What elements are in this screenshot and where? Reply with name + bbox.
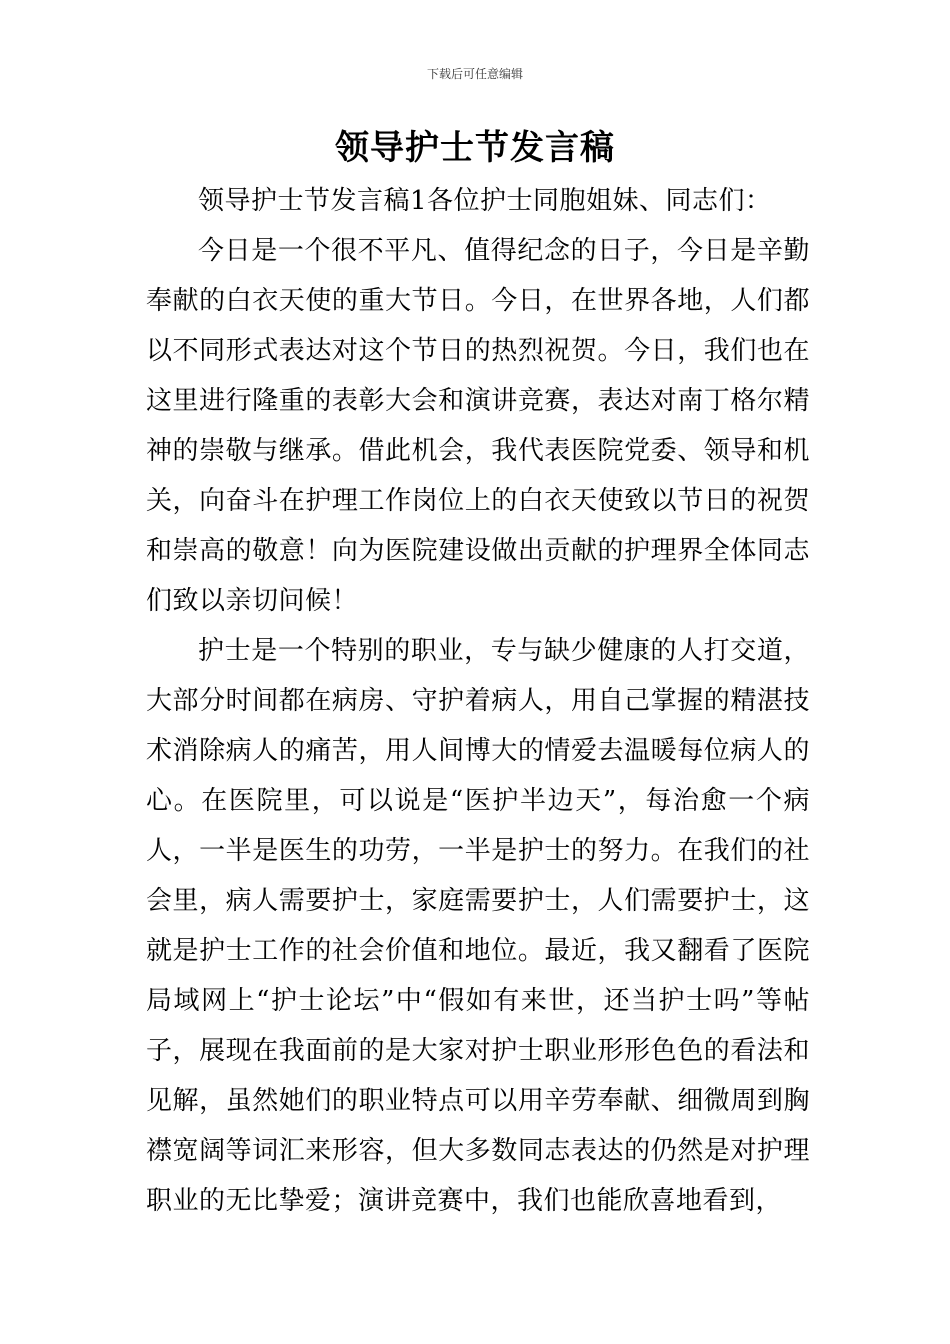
header-note: 下载后可任意编辑: [426, 67, 523, 81]
paragraph-1: 今日是一个很不平凡、值得纪念的日子，今日是辛勤奉献的白衣天使的重大节日。今日，在世界各地，人们都以不同形式表达对这个节日的热烈祝贺。今日，我们也在这里进行隆重的表彰大会和演讲竞赛，表达对南丁格尔精神的崇敬与继承。借此机会，我代表医院党委、领导和机关，向奋斗在护理工作岗位上的白衣天使致以节日的祝贺和崇高的敬意！向为医院建设做出贡献的护理界全体同志们致以亲切问候！: [146, 236, 810, 616]
paragraph-2: 护士是一个特别的职业，专与缺少健康的人打交道，大部分时间都在病房、守护着病人，用自己掌握的精湛技术消除病人的痛苦，用人间博大的情爱去温暖每位病人的心。在医院里，可以说是“医护半边天”，每治愈一个病人，一半是医生的功劳，一半是护士的努力。在我们的社会里，病人需要护士，家庭需要护士，人们需要护士，这就是护士工作的社会价值和地位。最近，我又翻看了医院局域网上“护士论坛”中“假如有来世，还当护士吗”等帖子，展现在我面前的是大家对护士职业形形色色的看法和见解，虽然她们的职业特点可以用辛劳奉献、细微周到胸襟宽阔等词汇来形容，但大多数同志表达的仍然是对护理职业的无比挚爱；演讲竞赛中，我们也能欣喜地看到，: [146, 636, 810, 1216]
paragraph-intro: 领导护士节发言稿1各位护士同胞姐妹、同志们：: [198, 186, 772, 216]
document-body: [146, 176, 810, 1226]
document-title: 领导护士节发言稿: [335, 128, 615, 168]
